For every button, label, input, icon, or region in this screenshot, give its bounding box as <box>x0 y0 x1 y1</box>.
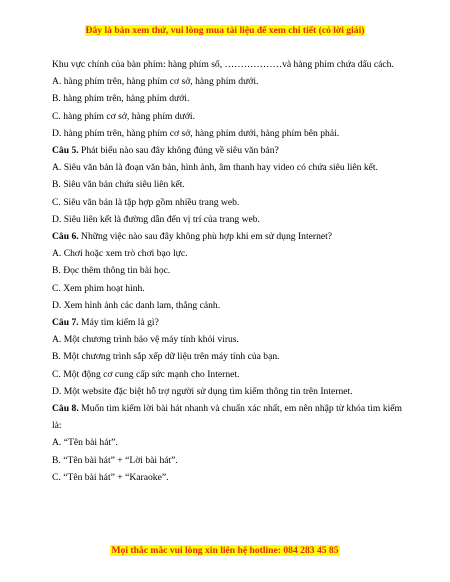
hotline-text: Mọi thắc mắc vui lòng xin liên hệ hotline: 084 283 45 85 <box>111 545 339 556</box>
option-item: C. “Tên bài hát” + “Karaoke”. <box>52 471 169 483</box>
question-label: Câu 8. <box>52 403 79 415</box>
option-item: C. Một động cơ cung cấp sức mạnh cho Internet. <box>52 368 240 380</box>
option-item: D. Một website đặc biệt hỗ trợ người sử dụng tìm kiếm thông tin trên Internet. <box>52 385 353 397</box>
option-item: A. Siêu văn bản là đoạn văn bản, hình ảnh, âm thanh hay video có chứa siêu liên kết. <box>52 162 378 174</box>
question-5 <box>52 142 402 159</box>
option-item: C. Xem phim hoạt hình. <box>52 282 145 294</box>
option-item: D. hàng phím trên, hàng phím cơ sở, hàng phím dưới, hàng phím bên phải. <box>52 127 340 139</box>
option-item: B. Siêu văn bản chứa siêu liên kết. <box>52 179 185 191</box>
option-item: B. “Tên bài hát” + “Lời bài hát”. <box>52 454 178 466</box>
option-item: B. hàng phím trên, hàng phím dưới. <box>52 93 190 105</box>
question-text: Máy tìm kiếm là gì? <box>78 317 159 329</box>
hotline-banner <box>0 545 450 557</box>
option-item: A. hàng phím trên, hàng phím cơ sở, hàng phím dưới. <box>52 76 259 88</box>
option-item: A. Một chương trình bảo vệ máy tính khỏi virus. <box>52 334 239 346</box>
question-label: Câu 5. <box>52 145 79 157</box>
option-item: B. Một chương trình sắp xếp dữ liệu trên máy tính của bạn. <box>52 351 280 363</box>
option-item: C. Siêu văn bản là tập hợp gồm nhiều trang web. <box>52 196 240 208</box>
option-item: C. hàng phím cơ sở, hàng phím dưới. <box>52 110 195 122</box>
preview-notice-text: Đây là bản xem thử, vui lòng mua tài liệu để xem chi tiết (có lời giải) <box>85 25 365 36</box>
question-7 <box>52 314 402 331</box>
option-item: D. Xem hình ảnh các danh lam, thắng cảnh. <box>52 299 221 311</box>
question-text: Những việc nào sau đây không phù hợp khi em sử dụng Internet? <box>78 231 333 243</box>
question-6 <box>52 228 402 245</box>
option-item: A. “Tên bài hát”. <box>52 437 118 449</box>
question-label: Câu 7. <box>52 317 79 329</box>
option-item: A. Chơi hoặc xem trò chơi bạo lực. <box>52 248 188 260</box>
option-item: D. Siêu liên kết là đường dẫn đến vị trí của trang web. <box>52 213 260 225</box>
option-item: B. Đọc thêm thông tin bài học. <box>52 265 171 277</box>
question-label: Câu 6. <box>52 231 79 243</box>
quiz-content <box>52 56 402 486</box>
question-text: Phát biểu nào sau đây không đúng về siêu văn bản? <box>78 145 279 157</box>
question-text: Muốn tìm kiếm lời bài hát nhanh và chuẩn xác nhất, em nên nhập từ khóa tìm kiếm là: <box>52 403 403 432</box>
preview-notice-banner <box>0 25 450 37</box>
intro-question-text: Khu vực chính của bàn phím: hàng phím số, ………………và hàng phím chứa dấu cách. <box>52 59 394 70</box>
question-8 <box>52 400 402 434</box>
